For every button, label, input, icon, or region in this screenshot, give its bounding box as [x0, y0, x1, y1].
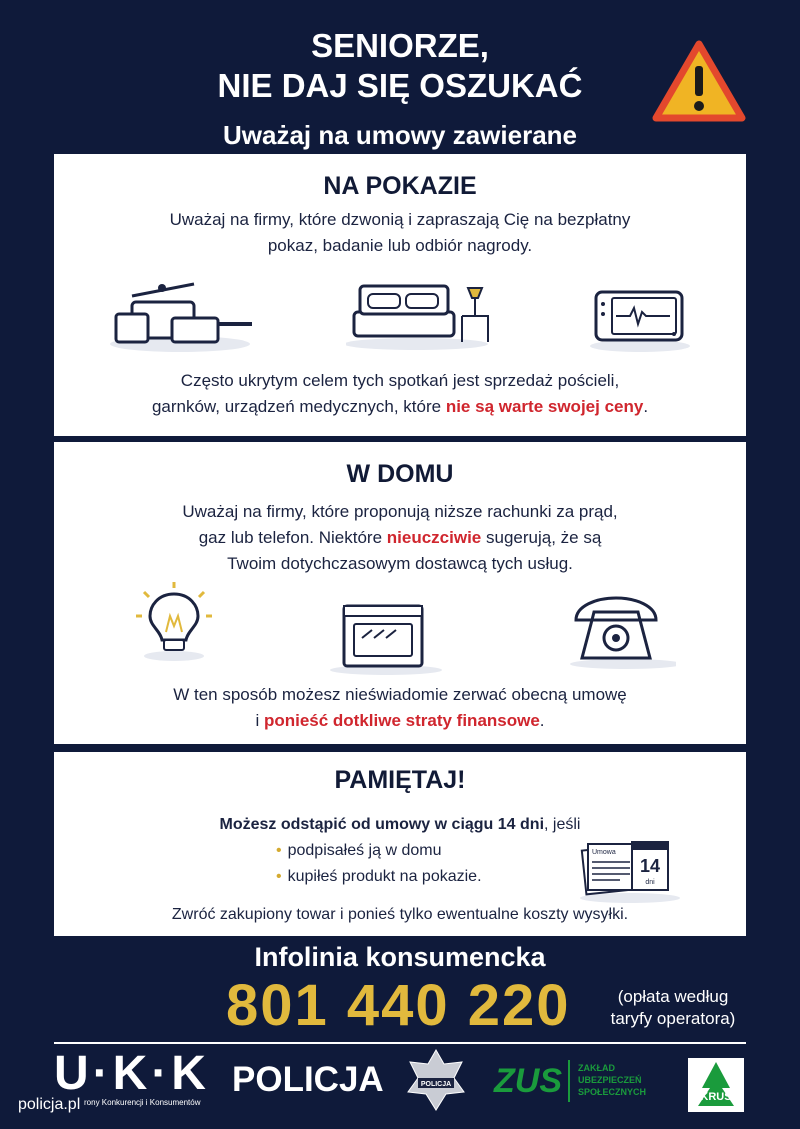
police-badge-icon [406, 1048, 466, 1112]
pots-icon [110, 274, 260, 354]
line-text-end: sugerują, że są [481, 528, 602, 547]
badge-text: POLICJA [420, 1081, 452, 1088]
zus-name-line: UBEZPIECZEŃ [578, 1075, 642, 1085]
bullet-icon: • [276, 842, 282, 859]
lead-bold: Możesz odstąpić od umowy w ciągu 14 dni [219, 816, 545, 833]
section-closing: Zwróć zakupiony towar i ponieś tylko ewentualne koszty wysyłki. [171, 906, 629, 923]
footer-divider [54, 1042, 746, 1044]
outro-text-end: . [539, 711, 545, 730]
title-line-2: NIE DAJ SIĘ OSZUKAĆ [217, 67, 583, 104]
section-pamietaj [54, 752, 746, 936]
krus-logo [688, 1058, 744, 1112]
calendar-day: 14 [639, 856, 661, 876]
watermark: policja.pl [18, 1096, 81, 1113]
zus-divider [568, 1060, 570, 1102]
outro-text-end: . [643, 397, 649, 416]
calendar-unit: dni [645, 879, 655, 886]
policja-logo-text: POLICJA [232, 1060, 384, 1099]
telephone-icon [566, 592, 676, 672]
warning-highlight: ponieść dotkliwe straty finansowe [263, 711, 540, 730]
zus-mark: ZUS [494, 1062, 562, 1100]
outro-text: i [255, 711, 264, 730]
bullet-icon: • [276, 868, 282, 885]
bullet-text: podpisałeś ją w domu [287, 842, 442, 859]
section-title: PAMIĘTAJ! [334, 766, 466, 794]
section-outro-1: Często ukrytym celem tych spotkań jest sprzedaż pościeli, [180, 371, 620, 390]
contract-calendar-icon [580, 834, 680, 904]
section-line-3: Twoim dotychczasowym dostawcą tych usług. [227, 554, 573, 573]
warning-icon [652, 40, 746, 124]
uokik-mark: U·K·K [54, 1047, 210, 1100]
list-item [276, 864, 482, 890]
zus-name-line: ZAKŁAD [578, 1063, 615, 1073]
phone-number[interactable]: 801 440 220 [226, 973, 571, 1038]
bulb-icon [134, 582, 214, 662]
bed-icon [346, 272, 496, 352]
section-title: NA POKAZIE [323, 172, 477, 200]
lead-rest: , jeśli [544, 816, 581, 833]
list-item [276, 838, 482, 864]
paper-label: Umowa [592, 849, 616, 856]
medical-device-icon [590, 286, 690, 356]
subtitle: Uważaj na umowy zawierane [222, 120, 577, 150]
section-line-2 [54, 525, 746, 551]
title-line-1: SENIORZE, [311, 27, 489, 64]
bullet-list [276, 838, 482, 890]
krus-text: KRUS [700, 1091, 732, 1103]
section-intro-2: pokaz, badanie lub odbiór nagrody. [267, 236, 533, 255]
zus-name-line: SPOŁECZNYCH [578, 1087, 647, 1097]
warning-highlight: nieuczciwie [386, 528, 482, 547]
fee-note [598, 986, 748, 1030]
section-outro-1: W ten sposób możesz nieświadomie zerwać obecną umowę [173, 685, 627, 704]
oven-icon [330, 600, 442, 676]
uokik-caption: rony Konkurencji i Konsumentów [84, 1098, 201, 1107]
section-outro-2 [54, 394, 746, 420]
line-text: gaz lub telefon. Niektóre [198, 528, 387, 547]
section-outro-2 [54, 708, 746, 734]
section-w-domu [54, 442, 746, 744]
infoline-title: Infolinia konsumencka [254, 942, 546, 972]
warning-highlight: nie są warte swojej ceny [445, 397, 644, 416]
zus-name [578, 1062, 668, 1098]
fee-line-2: taryfy operatora) [610, 1009, 736, 1028]
krus-emblem-icon [688, 1058, 744, 1112]
section-intro-1: Uważaj na firmy, które dzwonią i zapraszają Cię na bezpłatny [169, 210, 631, 229]
fee-line-1: (opłata według [617, 987, 729, 1006]
section-na-pokazie [54, 154, 746, 436]
outro-text: garnków, urządzeń medycznych, które [151, 397, 446, 416]
section-title: W DOMU [346, 460, 454, 488]
section-line-1: Uważaj na firmy, które proponują niższe rachunki za prąd, [182, 502, 618, 521]
bullet-text: kupiłeś produkt na pokazie. [287, 868, 482, 885]
